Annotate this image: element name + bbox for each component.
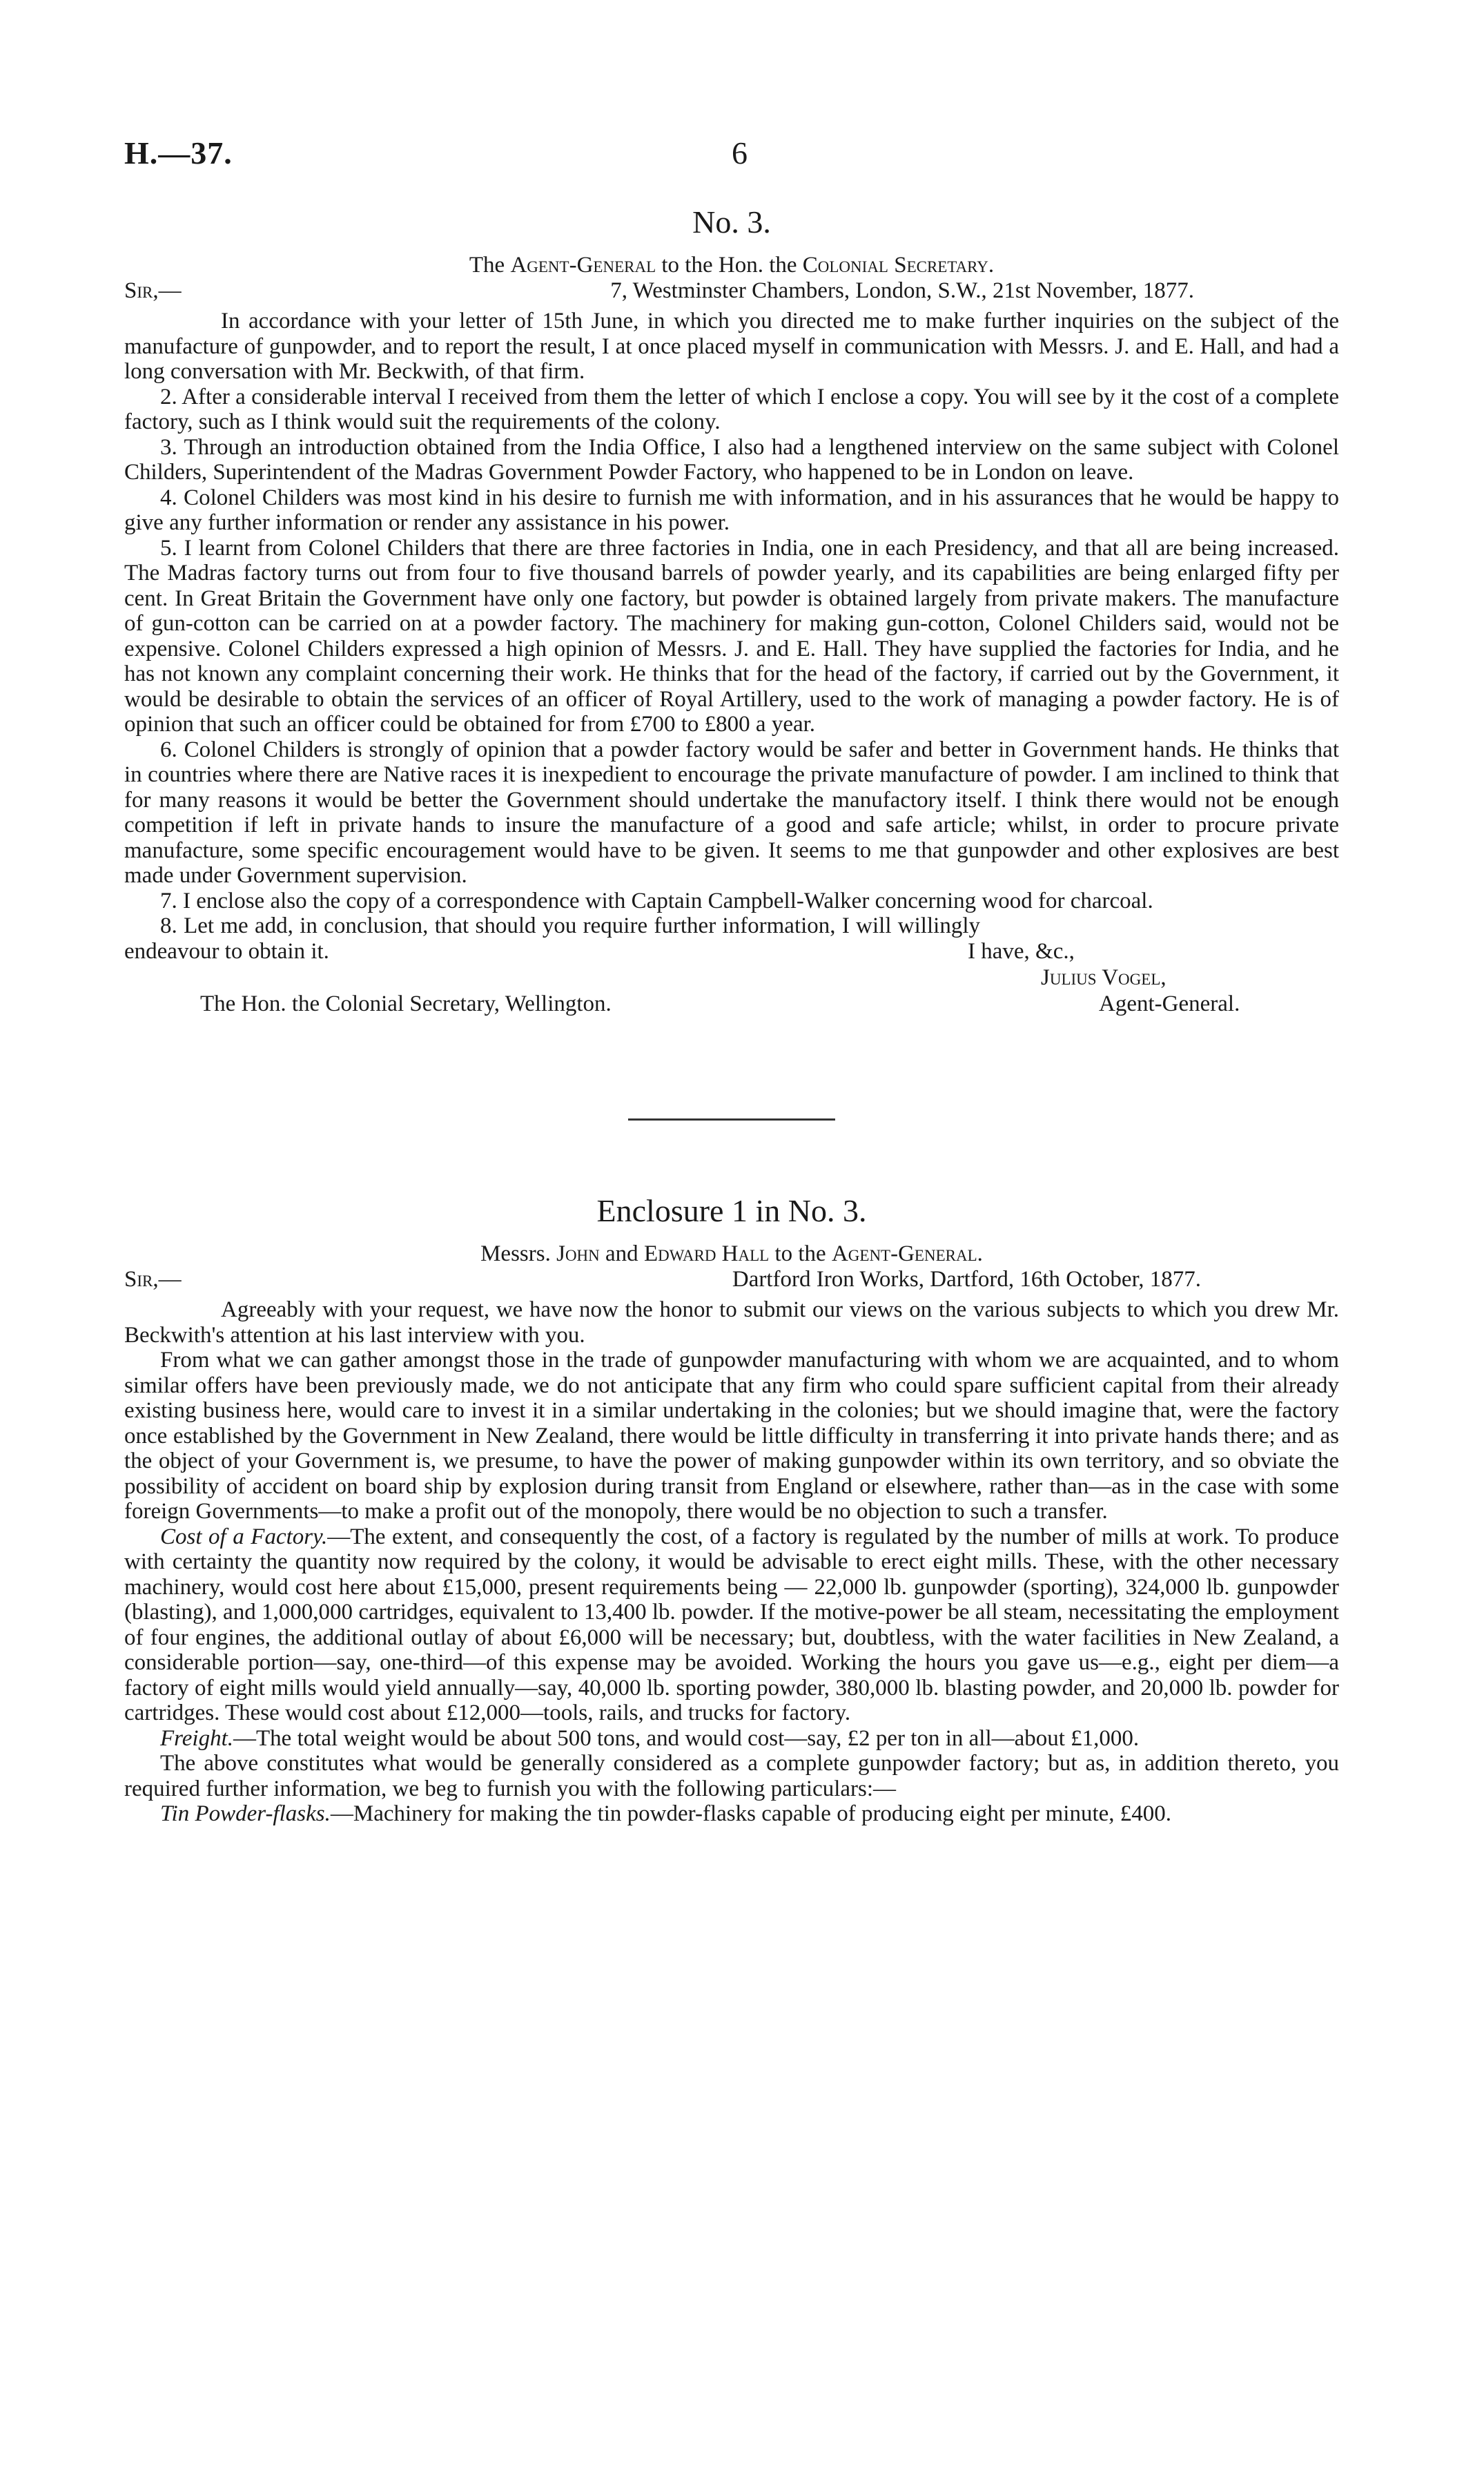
paragraph-lead: Cost of a Factory. <box>160 1524 328 1549</box>
letter-signature: Julius Vogel, <box>1041 965 1166 990</box>
paragraph-lead: Freight. <box>160 1725 234 1751</box>
page-id: H.—37. <box>124 135 233 171</box>
enclosure-address: Dartford Iron Works, Dartford, 16th October, 1877. <box>732 1267 1201 1292</box>
subheading-part: Agent-General <box>510 253 656 278</box>
letter-addressee: The Hon. the Colonial Secretary, Wellington. <box>200 991 612 1016</box>
enclosure-subheading <box>124 1241 1339 1267</box>
enclosure-paragraph <box>124 1348 1339 1524</box>
subheading-part: . <box>988 253 995 278</box>
letter-closing: I have, &c., <box>968 939 1075 964</box>
document-page <box>124 135 1339 1827</box>
enclosure-paragraph <box>124 1751 1339 1801</box>
letter-signature-title: Agent-General. <box>1099 991 1240 1016</box>
letter-paragraph: 7. I enclose also the copy of a correspondence with Captain Campbell-Walker concerning wood for charcoal. <box>160 888 1153 913</box>
subheading-part: Colonial Secretary <box>802 253 988 278</box>
letter-closing-block <box>124 939 1339 1067</box>
letter-salutation: Sir,— <box>124 278 182 303</box>
page-number: 6 <box>732 135 748 171</box>
section-divider <box>628 1118 835 1121</box>
letter-paragraph: In accordance with your letter of 15th June, in which you directed me to make further inquiries on the subject of the manufacture of gunpowder, and to report the result, I at once placed myself in communication with Messrs. J. and E. Hall, and had a long conversation with Mr. Beckwith, of that firm. <box>124 309 1339 384</box>
enclosure-paragraph <box>124 1297 1339 1348</box>
letter-paragraph: 4. Colonel Childers was most kind in his desire to furnish me with information, and in his assurances that he would be happy to give any further information or render any assistance in his power. <box>124 485 1339 535</box>
enclosure-paragraph <box>124 1524 1339 1726</box>
subheading-part: Edward Hall <box>643 1241 770 1266</box>
paragraph-text: —The total weight would be about 500 tons, and would cost—say, £2 per ton in all—about £1,000. <box>233 1725 1140 1751</box>
subheading-part: Agent-General <box>831 1241 977 1266</box>
letter-paragraph: 3. Through an introduction obtained from the India Office, I also had a lengthened interview on the same subject with Colonel Childers, Superintendent of the Madras Government Powder Factory, who happened to be in London on leave. <box>124 434 1339 485</box>
letter-paragraph: 6. Colonel Childers is strongly of opinion that a powder factory would be safer and better in Government hands. He thinks that in countries where there are Native races it is inexpedient to encourage the private manufacture of powder. I am inclined to think that for many reasons it would be better the Government should undertake the manufactory itself. I think there would not be enough competition if left in private hands to insure the manufacture of a good and safe article; whilst, in order to procure private manufacture, some specific encouragement would have to be given. It seems to me that gunpowder and other explosives are best made under Government supervision. <box>124 737 1339 888</box>
paragraph-lead: Tin Powder-flasks. <box>160 1801 331 1826</box>
subheading-part: to the Hon. the <box>656 253 803 278</box>
enclosure-salutation: Sir,— <box>124 1267 182 1292</box>
page-header <box>124 135 1339 190</box>
enclosure-paragraph <box>124 1801 1339 1827</box>
letter-paragraph: 5. I learnt from Colonel Childers that there are three factories in India, one in each Presidency, and that all are being increased. The Madras factory turns out from four to five thousand barrels of powder yearly, and its capabilities are being enlarged fifty per cent. In Great Britain the Government have only one factory, but powder is obtained largely from private makers. The manufacture of gun-cotton can be carried on at a powder factory. The machinery for making gun-cotton, Colonel Childers said, would not be expensive. Colonel Childers expressed a high opinion of Messrs. J. and E. Hall. They have supplied the factories for India, and he has not known any complaint concerning their work. He thinks that for the head of the factory, if carried out by the Government, it would be desirable to obtain the services of an officer of Royal Artillery, used to the work of managing a powder factory. He is of opinion that such an officer could be obtained for from £700 to £800 a year. <box>124 535 1339 737</box>
letter-subheading <box>124 253 1339 278</box>
paragraph-text: Agreeably with your request, we have now the honor to submit our views on the various subjects to which you drew Mr. Beckwith's attention at his last interview with you. <box>124 1297 1339 1348</box>
letter-address: 7, Westminster Chambers, London, S.W., 21st November, 1877. <box>610 278 1194 303</box>
letter-salute-row <box>124 278 1339 309</box>
subheading-part: John <box>556 1241 600 1266</box>
subheading-part: The <box>469 253 511 278</box>
letter-paragraph: 2. After a considerable interval I received from them the letter of which I enclose a copy. You will see by it the cost of a complete factory, such as I think would suit the requirements of the colony. <box>124 384 1339 434</box>
paragraph-text: —Machinery for making the tin powder-flasks capable of producing eight per minute, £400. <box>330 1801 1172 1826</box>
paragraph-text: From what we can gather amongst those in the trade of gunpowder manufacturing with whom we are acquainted, and to whom similar offers have been previously made, we do not anticipate that any firm who could spare sufficient capital from their already existing business here, would care to invest it in a similar undertaking in the colonies; but we should imagine that, were the factory once established by the Government in New Zealand, there would be little difficulty in transferring it into private hands there; and as the object of your Government is, we presume, to have the power of making gunpowder within its own territory, and so obviate the possibility of accident on board ship by explosion during transit from England or elsewhere, rather than—as in the case with some foreign Governments—to make a profit out of the monopoly, there would be no objection to such a transfer. <box>124 1348 1339 1524</box>
letter-paragraph: 8. Let me add, in conclusion, that should you require further information, I will willingly endeavour to obtain it. <box>124 913 980 964</box>
letter-heading: No. 3. <box>692 204 771 240</box>
subheading-part: Messrs. <box>480 1241 557 1266</box>
enclosure-heading: Enclosure 1 in No. 3. <box>596 1193 867 1228</box>
subheading-part: and <box>599 1241 644 1266</box>
enclosure-paragraph <box>124 1726 1339 1752</box>
paragraph-text: —The extent, and consequently the cost, of a factory is regulated by the number of mills at work. To produce with certainty the quantity now required by the colony, it would be advisable to erect eight mills. These, with the other necessary machinery, would cost here about £15,000, present requirements being — 22,000 lb. gunpowder (sporting), 324,000 lb. gunpowder (blasting), and 1,000,000 cartridges, equivalent to 13,400 lb. powder. If the motive-power be all steam, necessitating the employment of four engines, the additional outlay of about £6,000 will be necessary; but, doubtless, with the water facilities in New Zealand, a considerable portion—say, one-third—of this expense may be avoided. Working the hours you gave us—e.g., eight per diem—a factory of eight mills would yield annually—say, 40,000 lb. sporting powder, 380,000 lb. blasting powder, and 20,000 lb. powder for cartridges. These would cost about £12,000—tools, rails, and trucks for factory. <box>124 1524 1339 1725</box>
subheading-part: . <box>977 1241 983 1266</box>
enclosure-salute-row <box>124 1267 1339 1297</box>
paragraph-text: The above constitutes what would be generally considered as a complete gunpowder factory; but as, in addition thereto, you required further information, we beg to furnish you with the following particulars:— <box>124 1751 1339 1801</box>
subheading-part: to the <box>769 1241 832 1266</box>
